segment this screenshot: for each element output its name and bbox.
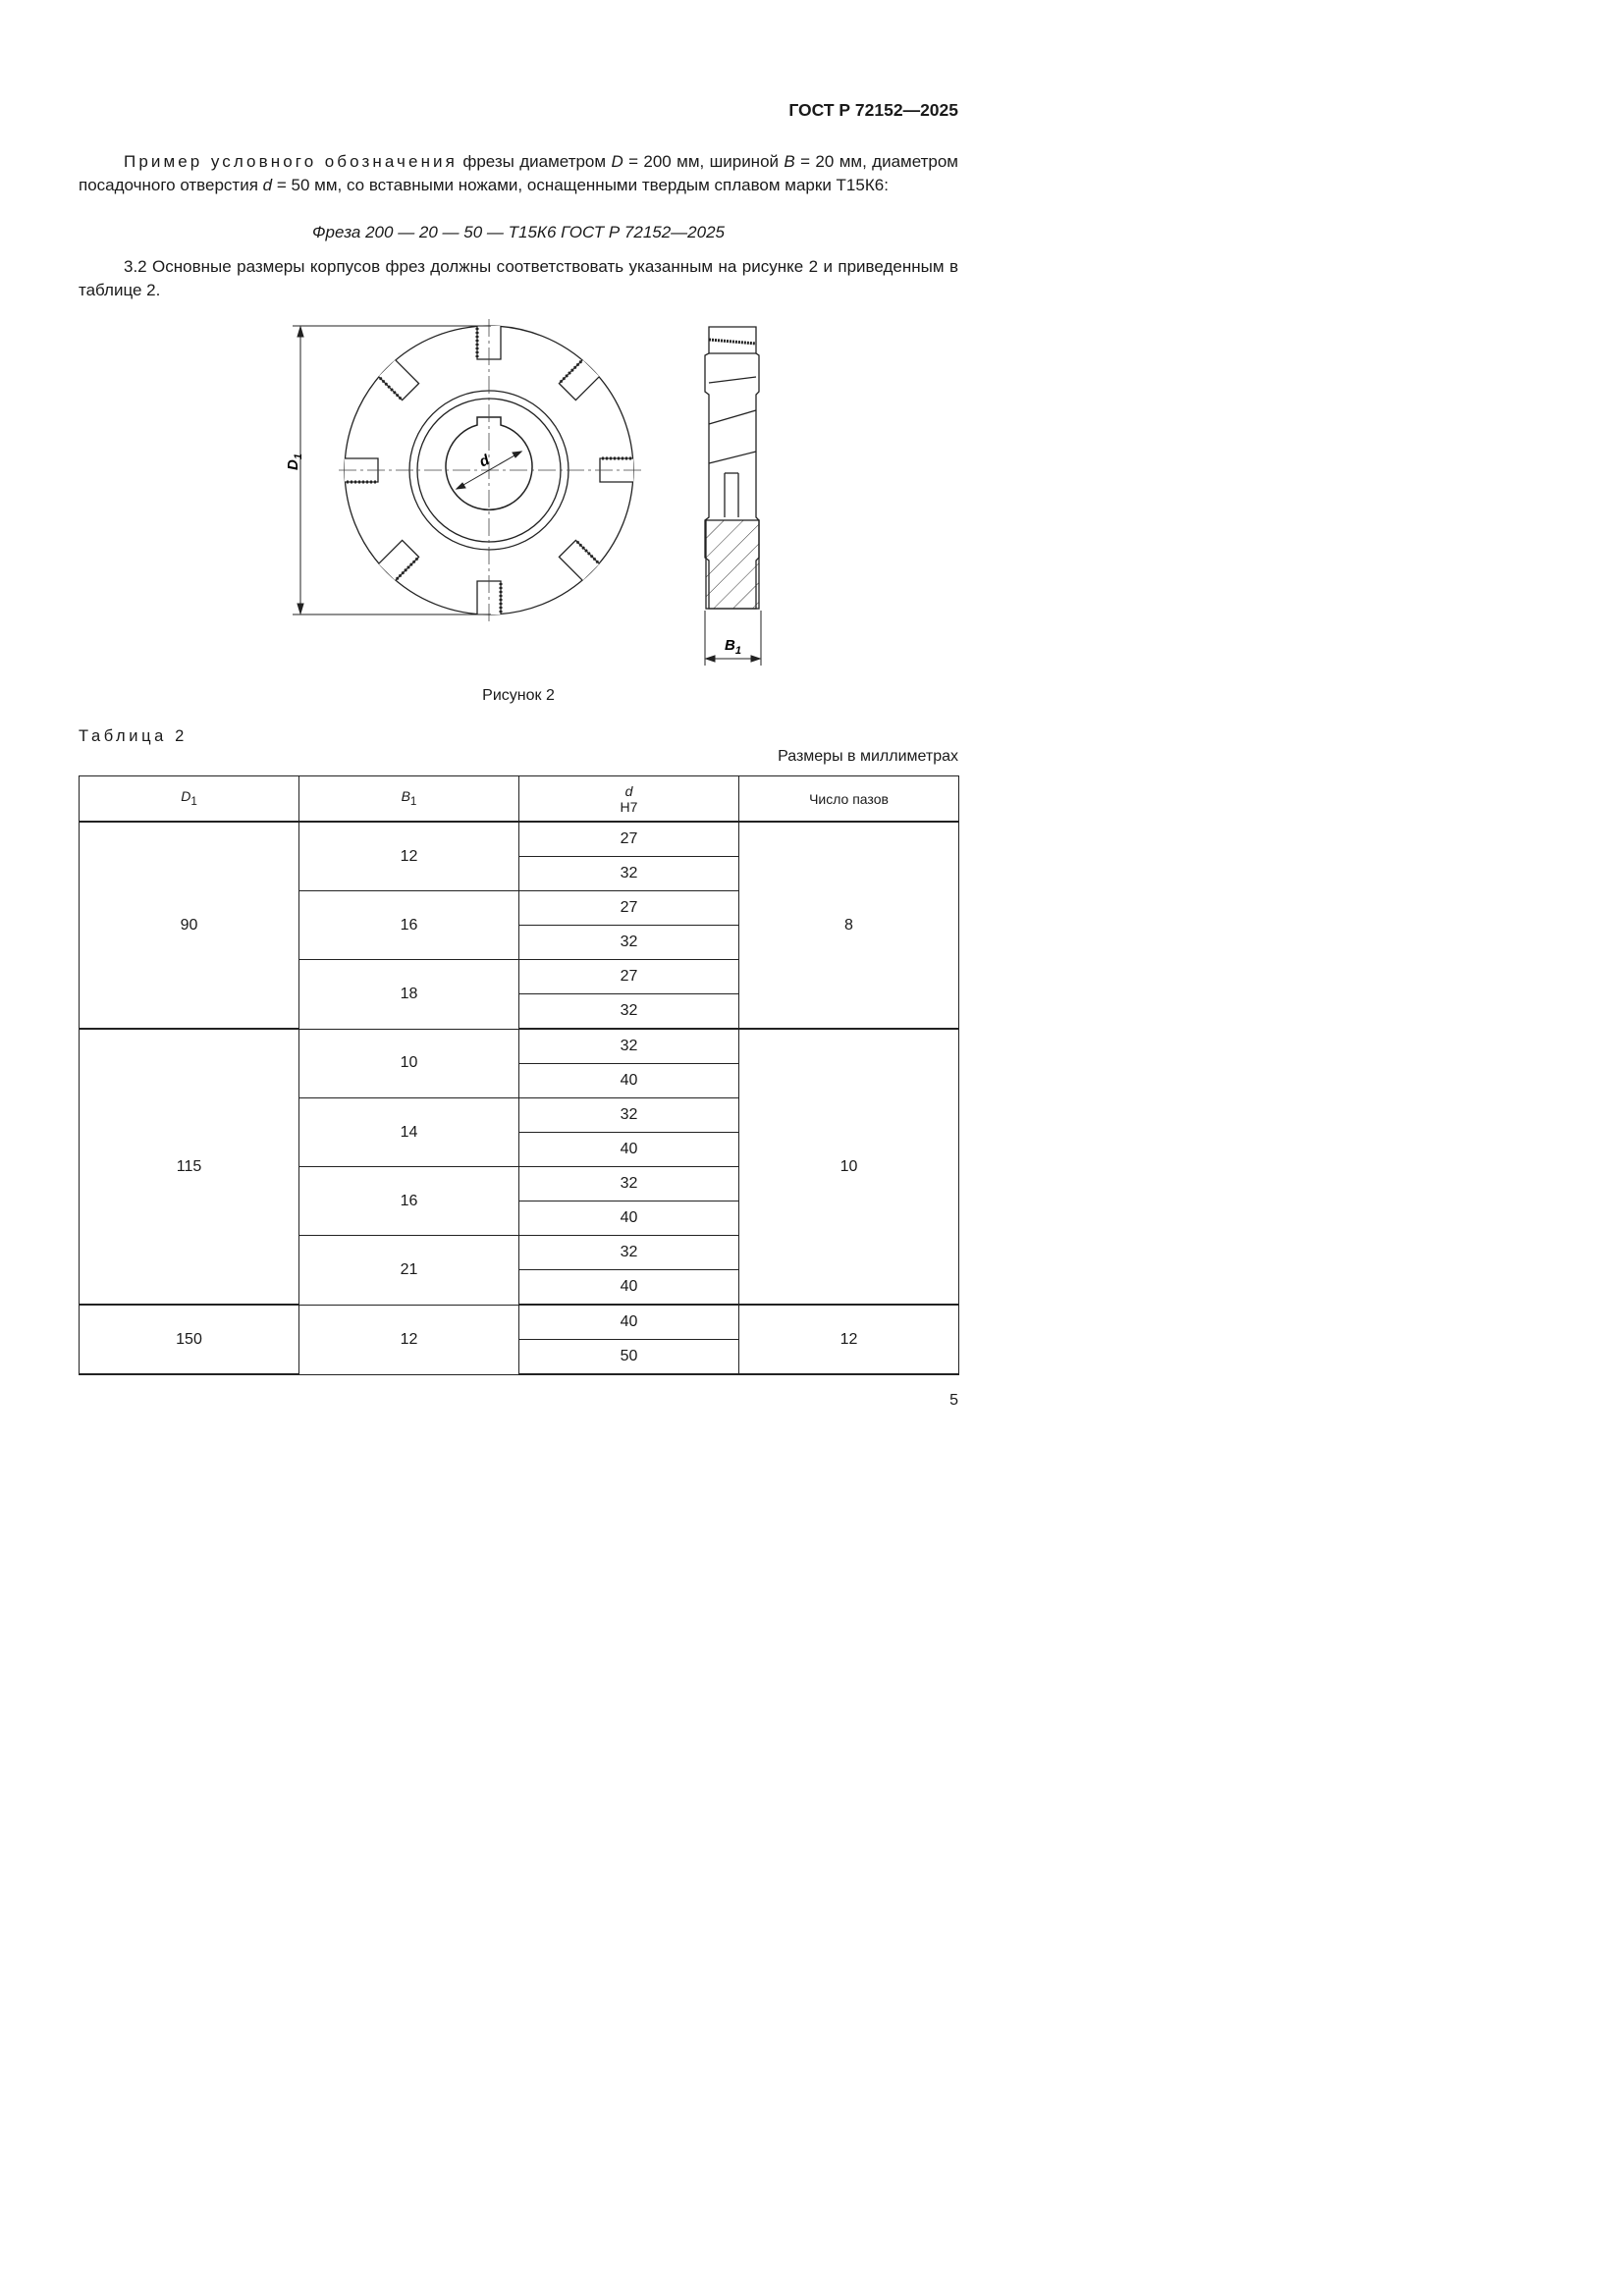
cutter-body-drawing <box>265 314 795 677</box>
page-number: 5 <box>949 1392 958 1409</box>
cell-d: 40 <box>519 1305 739 1340</box>
cell-d: 27 <box>519 960 739 994</box>
cell-B1: 16 <box>299 1167 519 1236</box>
table-row <box>80 1029 959 1064</box>
cell-B1: 14 <box>299 1098 519 1167</box>
centre-lines <box>339 319 644 621</box>
header-slots: Число пазов <box>739 776 959 823</box>
cell-d: 32 <box>519 857 739 891</box>
designation-example-paragraph: Пример условного обозначения фрезы диаметром D = 200 мм, шириной B = 20 мм, диаметром посадочного отверстия d = 50 мм, со вставными ножами, оснащенными твердым сплавом марки Т15К6: <box>79 152 958 194</box>
cell-slots: 8 <box>739 822 959 1029</box>
cell-d: 40 <box>519 1133 739 1167</box>
header-B1: $B_1$ <box>299 776 519 823</box>
cutter-side-view <box>705 327 759 609</box>
cell-d: 32 <box>519 1167 739 1201</box>
cell-D1: 150 <box>80 1305 299 1374</box>
clause-3-2: 3.2 Основные размеры корпусов фрез должны соответствовать указанным на рисунке 2 и приведенным в таблице 2. <box>79 257 958 299</box>
cell-d: 32 <box>519 994 739 1030</box>
table-header-row <box>80 776 959 823</box>
header-D1: $D_1$ <box>80 776 299 823</box>
label-D1: $D_1$ <box>285 454 304 470</box>
cell-B1: 12 <box>299 1305 519 1374</box>
cell-d: 32 <box>519 1029 739 1064</box>
cell-d: 50 <box>519 1340 739 1375</box>
cell-B1: 12 <box>299 822 519 891</box>
cell-D1: 90 <box>80 822 299 1029</box>
table-row <box>80 822 959 857</box>
label-d: d <box>476 452 493 471</box>
cell-B1: 10 <box>299 1029 519 1098</box>
cell-d: 40 <box>519 1201 739 1236</box>
label-B1: $B_1$ <box>725 637 741 657</box>
cell-d: 27 <box>519 891 739 926</box>
cell-d: 32 <box>519 926 739 960</box>
standard-header: ГОСТ Р 72152—2025 <box>788 100 958 120</box>
cell-d: 32 <box>519 1098 739 1133</box>
cell-slots: 10 <box>739 1029 959 1305</box>
cell-d: 27 <box>519 822 739 857</box>
cell-B1: 18 <box>299 960 519 1030</box>
cell-B1: 16 <box>299 891 519 960</box>
table-row <box>80 1305 959 1340</box>
table-units: Размеры в миллиметрах <box>778 748 958 765</box>
cell-D1: 115 <box>80 1029 299 1305</box>
designation-formula: Фреза 200 — 20 — 50 — Т15К6 ГОСТ Р 72152—2025 <box>311 223 725 241</box>
table-title: Таблица 2 <box>79 727 188 745</box>
cell-d: 32 <box>519 1236 739 1270</box>
example-lead: Пример условного обозначения <box>124 152 458 171</box>
cell-d: 40 <box>519 1270 739 1306</box>
dimensions-table <box>79 775 959 1375</box>
cell-B1: 21 <box>299 1236 519 1306</box>
cell-d: 40 <box>519 1064 739 1098</box>
figure-caption: Рисунок 2 <box>482 687 555 704</box>
cell-slots: 12 <box>739 1305 959 1374</box>
header-d: d H7 <box>519 776 739 823</box>
